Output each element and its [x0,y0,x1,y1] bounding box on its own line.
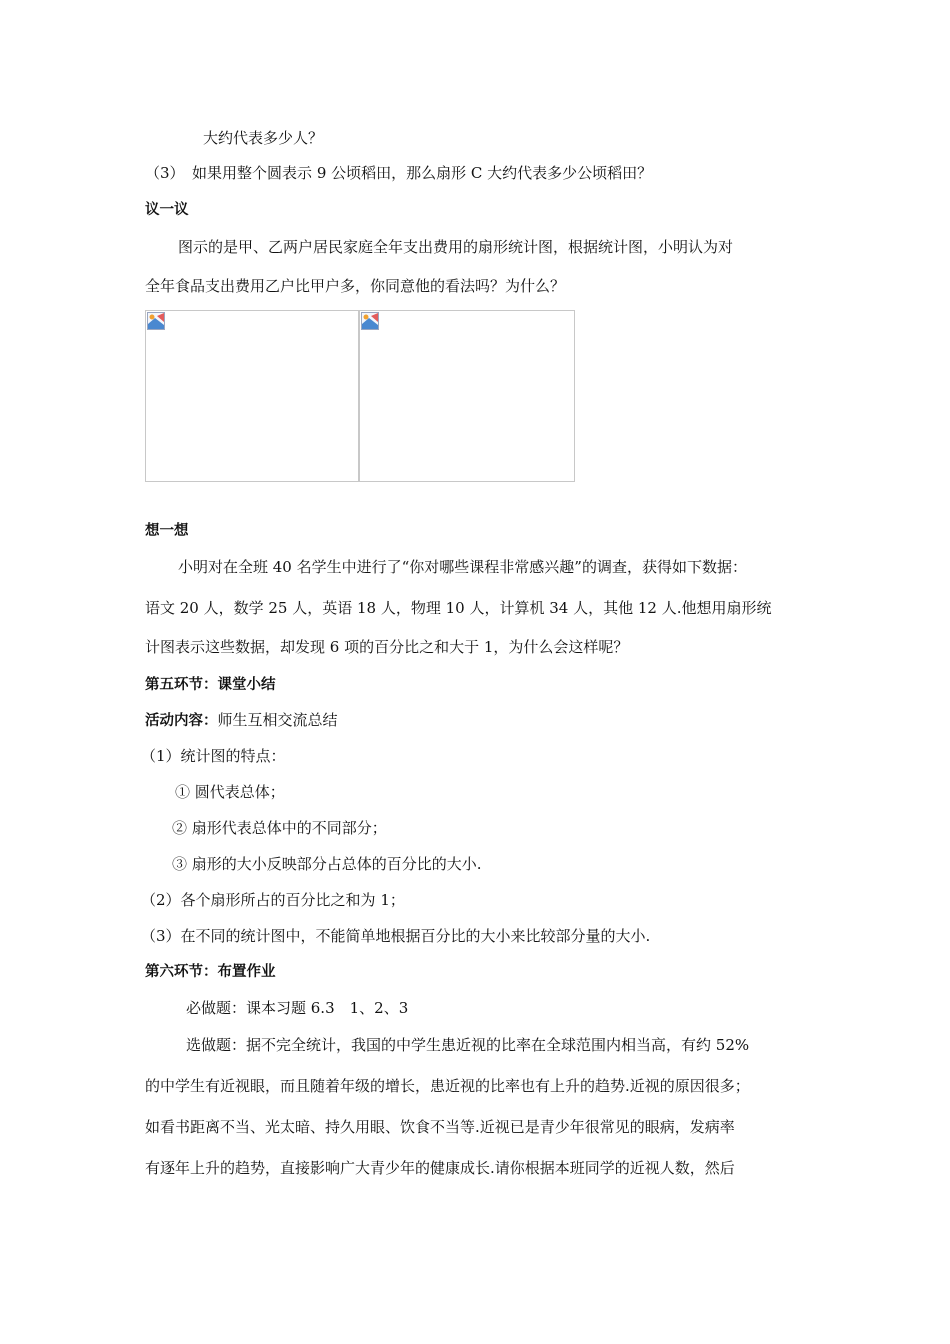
pie-chart-image-b [359,310,575,482]
paragraph-line: 语文 20 人，数学 25 人，英语 18 人，物理 10 人，计算机 34 人，其他 12 人.他想用扇形统 [145,599,772,617]
summary-subitem: ② 扇形代表总体中的不同部分； [172,819,387,837]
paragraph-line: 有逐年上升的趋势，直接影响广大青少年的健康成长.请你根据本班同学的近视人数，然后 [145,1159,735,1177]
question-3: （3） 如果用整个圆表示 9 公顷稻田，那么扇形 C 大约代表多少公顷稻田？ [145,164,653,182]
paragraph-line: 小明对在全班 40 名学生中进行了“你对哪些课程非常感兴趣”的调查，获得如下数据： [178,558,747,576]
heading-section-6: 第六环节：布置作业 [145,964,276,980]
heading-section-5: 第五环节：课堂小结 [145,677,276,693]
summary-subitem: ① 圆代表总体； [175,783,285,801]
summary-item: （2）各个扇形所占的百分比之和为 1； [141,891,405,909]
broken-image-icon [147,312,165,330]
paragraph-line: 计图表示这些数据，却发现 6 项的百分比之和大于 1，为什么会这样呢？ [145,638,629,656]
activity-line [145,710,338,731]
summary-item: （1）统计图的特点： [141,747,286,765]
heading-think: 想一想 [145,523,189,539]
summary-subitem: ③ 扇形的大小反映部分占总体的百分比的大小. [172,855,482,873]
activity-text: 师生互相交流总结 [217,711,338,729]
text-line: 大约代表多少人？ [203,129,324,147]
paragraph-line: 如看书距离不当、光太暗、持久用眼、饮食不当等.近视已是青少年很常见的眼病，发病率 [145,1118,735,1136]
pie-chart-image-a [145,310,359,482]
paragraph-line: 图示的是甲、乙两户居民家庭全年支出费用的扇形统计图，根据统计图，小明认为对 [178,238,734,256]
broken-image-icon [361,312,379,330]
paragraph-line: 的中学生有近视眼，而且随着年级的增长，患近视的比率也有上升的趋势.近视的原因很多； [145,1077,750,1095]
homework-required: 必做题：课本习题 6.3 1、2、3 [186,999,409,1017]
heading-discuss: 议一议 [145,202,189,218]
summary-item: （3）在不同的统计图中，不能简单地根据百分比的大小来比较部分量的大小. [141,927,651,945]
paragraph-line: 全年食品支出费用乙户比甲户多，你同意他的看法吗？为什么？ [145,277,566,295]
activity-label: 活动内容： [145,713,218,729]
homework-optional: 选做题：据不完全统计，我国的中学生患近视的比率在全球范围内相当高，有约 52% [186,1036,750,1054]
